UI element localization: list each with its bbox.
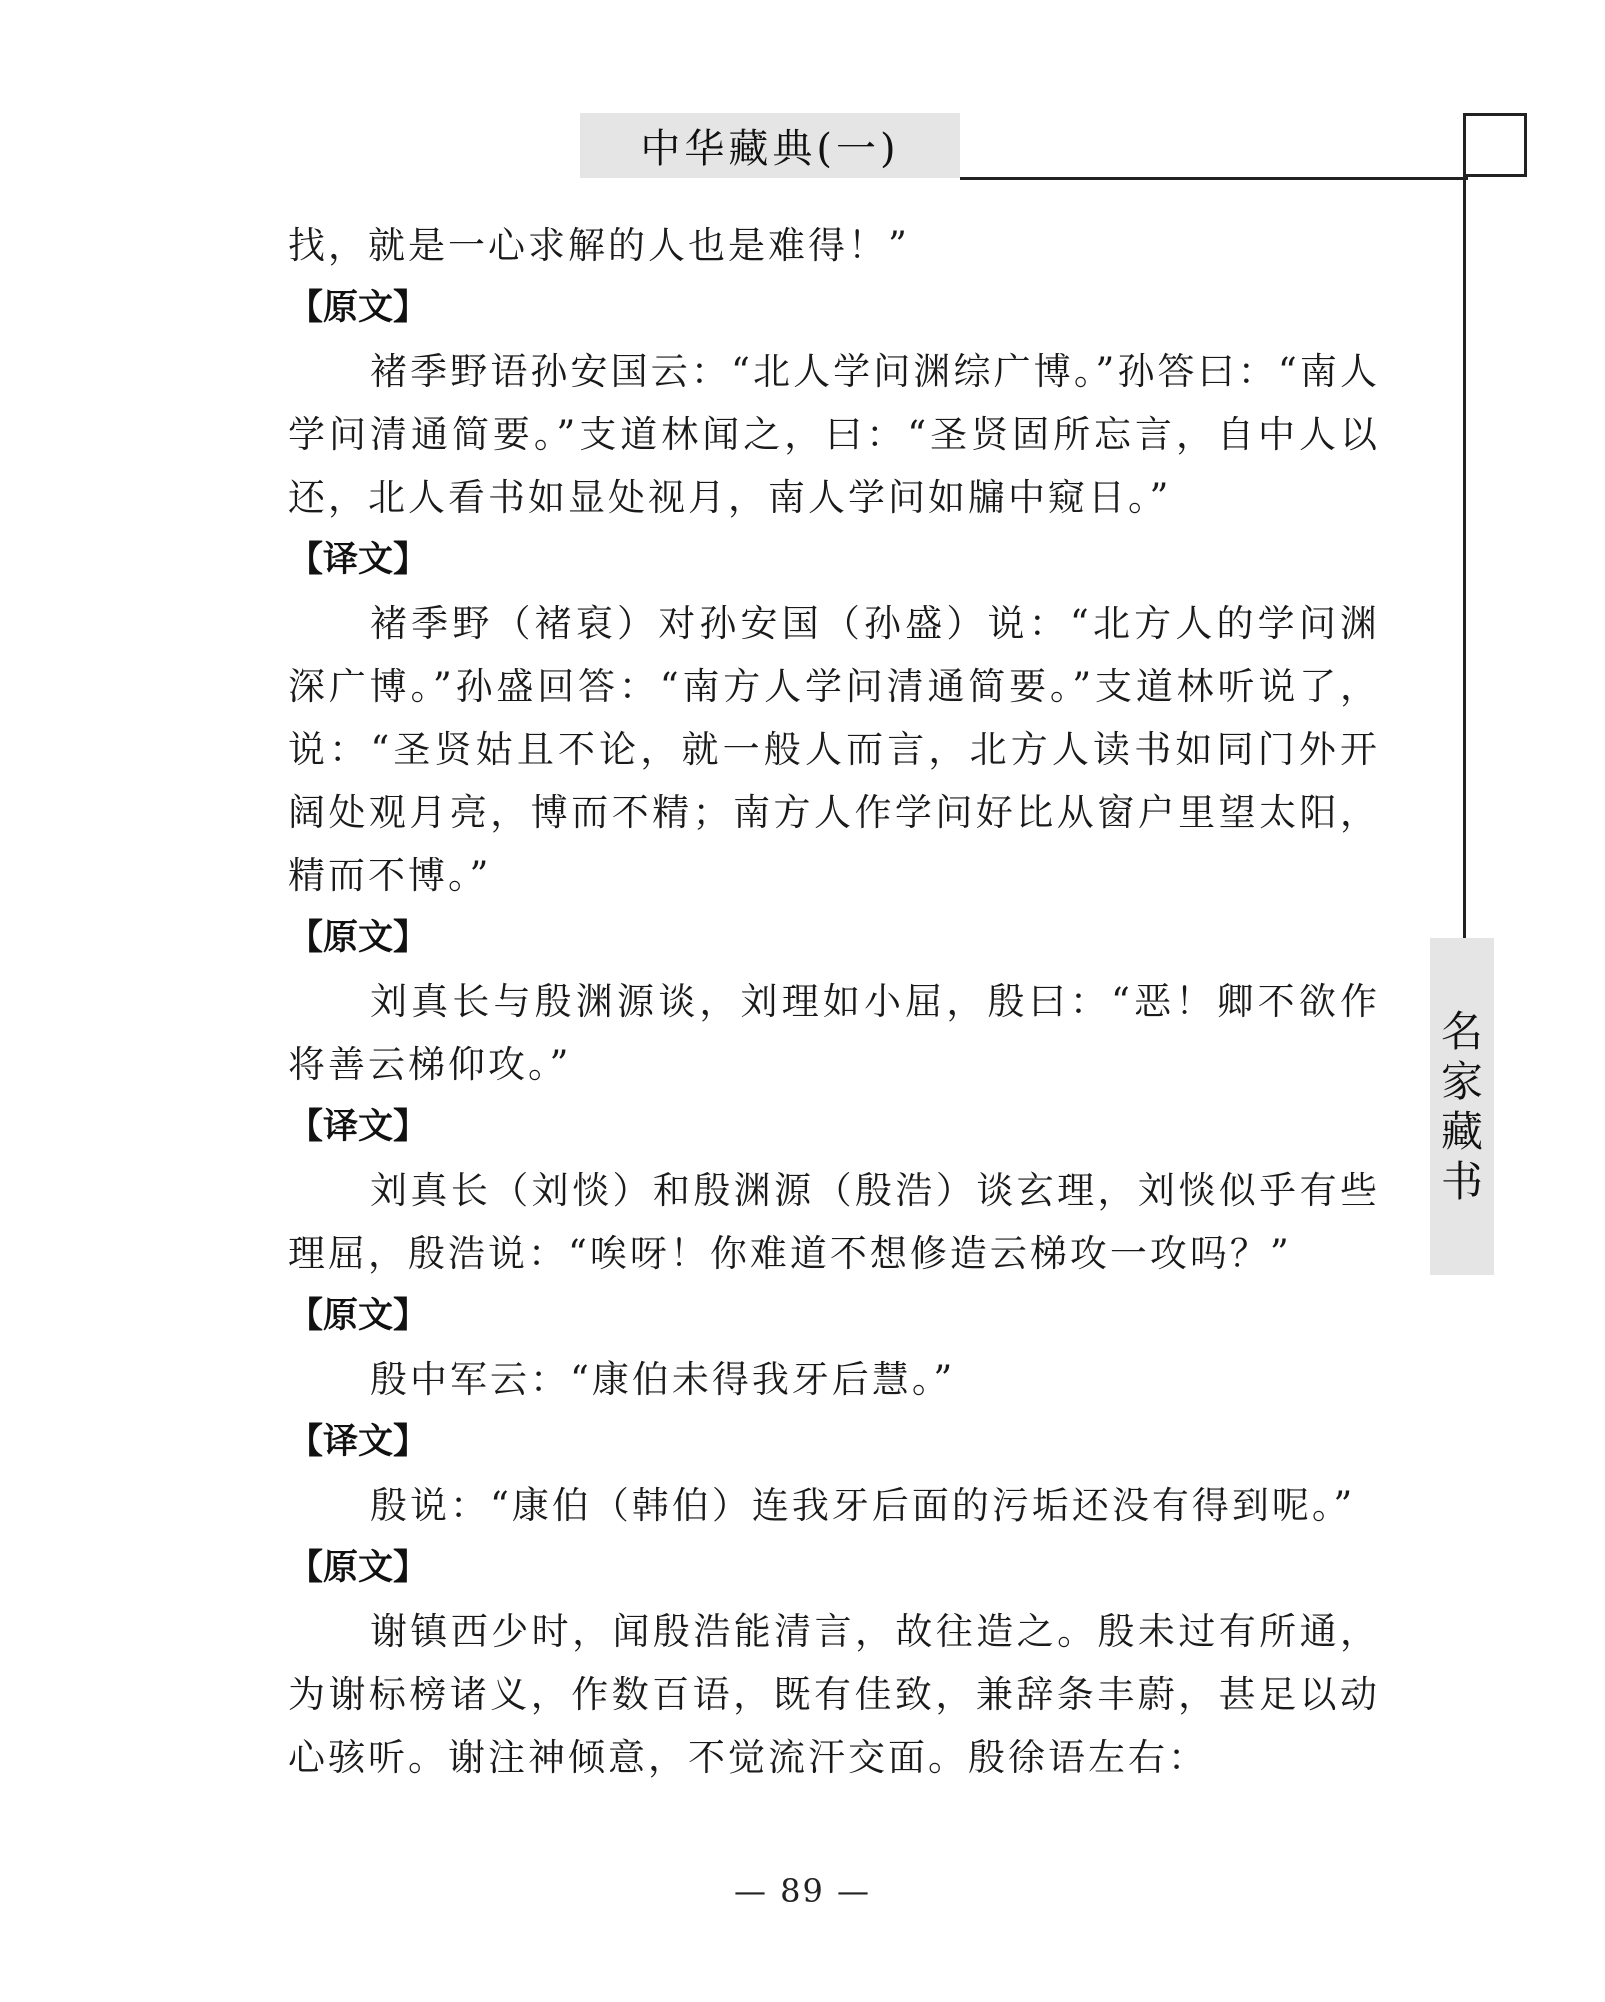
page-body bbox=[288, 214, 1380, 1789]
side-rule bbox=[1463, 113, 1466, 938]
side-tab bbox=[1430, 938, 1494, 1275]
paragraph-continuation: 找，就是一心求解的人也是难得！” bbox=[288, 224, 910, 267]
header-rule bbox=[960, 177, 1468, 180]
side-tab-char: 藏 bbox=[1440, 1106, 1483, 1156]
section-label-original: 【原文】 bbox=[288, 288, 429, 328]
section-label-original: 【原文】 bbox=[288, 1548, 429, 1588]
side-tab-char: 家 bbox=[1440, 1056, 1483, 1106]
paragraph-translation: 殷说：“康伯（韩伯）连我牙后面的污垢还没有得到呢。” bbox=[370, 1484, 1356, 1527]
page-number: — 89 — bbox=[733, 1872, 872, 1910]
section-label-translation: 【译文】 bbox=[288, 1107, 429, 1147]
book-title: 中华藏典(一) bbox=[640, 126, 900, 172]
running-header bbox=[580, 113, 960, 178]
side-tab-char: 名 bbox=[1440, 1006, 1483, 1056]
section-label-original: 【原文】 bbox=[288, 1296, 429, 1336]
paragraph-translation: 褚季野（褚裒）对孙安国（孙盛）说：“北方人的学问渊深广博。”孙盛回答：“南方人学问清通简要。”支道林听说了，说：“圣贤姑且不论，就一般人而言，北方人读书如同门外开阔处观月亮，博而不精；南方人作学问好比从窗户里望太阳，精而不博。” bbox=[288, 602, 1380, 897]
side-tab-char: 书 bbox=[1440, 1156, 1483, 1206]
paragraph-original: 谢镇西少时，闻殷浩能清言，故往造之。殷未过有所通，为谢标榜诸义，作数百语，既有佳致，兼辞条丰蔚，甚足以动心骇听。谢注神倾意，不觉流汗交面。殷徐语左右： bbox=[288, 1610, 1380, 1779]
section-label-translation: 【译文】 bbox=[288, 540, 429, 580]
paragraph-original: 殷中军云：“康伯未得我牙后慧。” bbox=[370, 1358, 956, 1401]
corner-ornament bbox=[1463, 113, 1527, 177]
paragraph-original: 褚季野语孙安国云：“北人学问渊综广博。”孙答曰：“南人学问清通简要。”支道林闻之，曰：“圣贤固所忘言，自中人以还，北人看书如显处视月，南人学问如牖中窥日。” bbox=[288, 350, 1380, 519]
section-label-translation: 【译文】 bbox=[288, 1422, 429, 1462]
paragraph-translation: 刘真长（刘惔）和殷渊源（殷浩）谈玄理，刘惔似乎有些理屈，殷浩说：“唉呀！你难道不想修造云梯攻一攻吗？” bbox=[288, 1169, 1380, 1275]
section-label-original: 【原文】 bbox=[288, 918, 429, 958]
paragraph-original: 刘真长与殷渊源谈，刘理如小屈，殷曰：“恶！卿不欲作将善云梯仰攻。” bbox=[288, 980, 1380, 1086]
